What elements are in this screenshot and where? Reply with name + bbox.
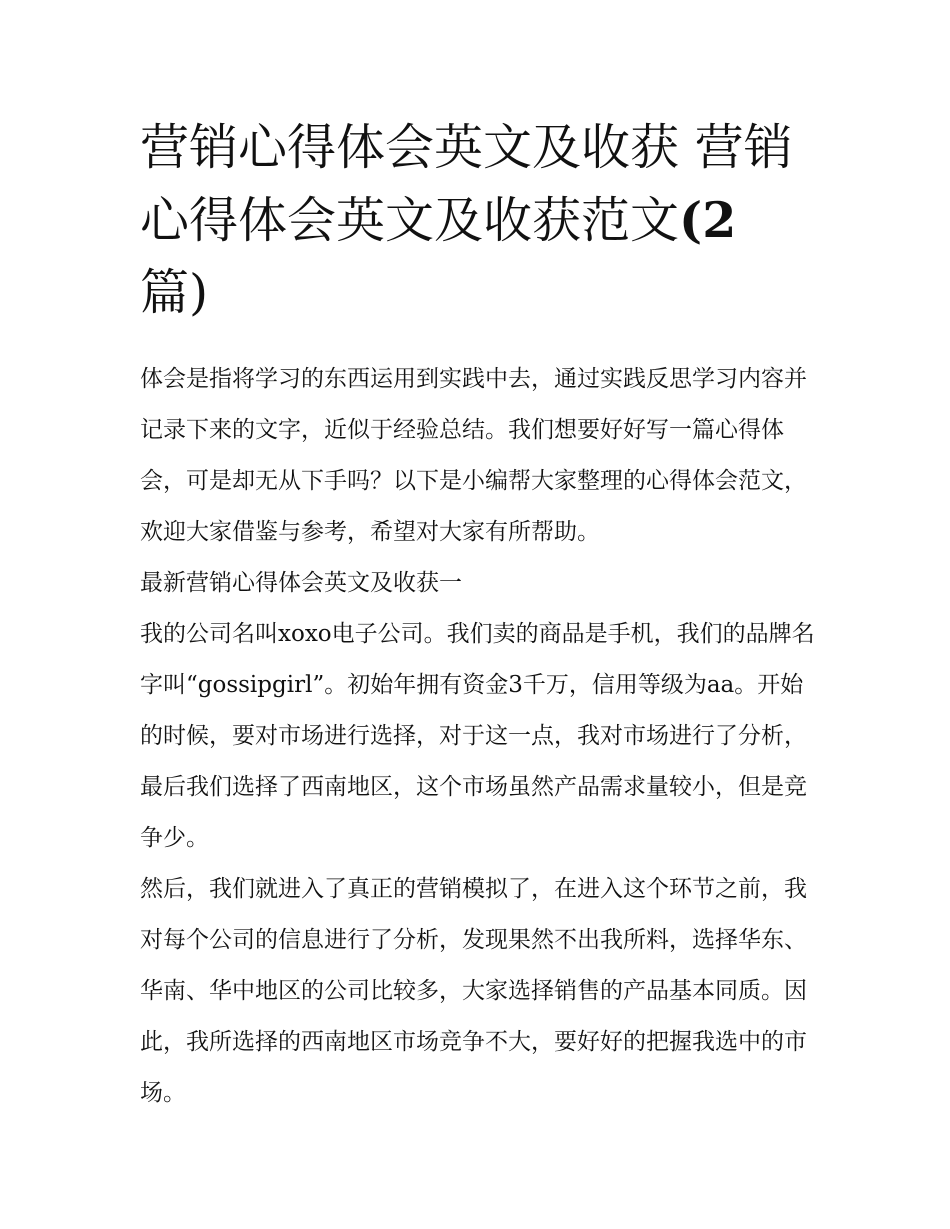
title-suffix-text: 篇) bbox=[140, 264, 209, 321]
body-paragraph-1: 我的公司名叫xoxo电子公司。我们卖的商品是手机，我们的品牌名字叫“gossipgirl”。初始年拥有资金3千万，信用等级为aa。开始的时候，要对市场进行选择，对于这一点，我对市场进行了分析，最后我们选择了西南地区，这个市场虽然产品需求量较小，但是竞争少。 bbox=[140, 621, 815, 851]
document-title bbox=[140, 112, 820, 329]
body-paragraph-2: 然后，我们就进入了真正的营销模拟了，在进入这个环节之前，我对每个公司的信息进行了分析，发现果然不出我所料，选择华东、华南、华中地区的公司比较多，大家选择销售的产品基本同质。因此，我所选择的西南地区市场竞争不大，要好好的把握我选中的市场。 bbox=[140, 876, 807, 1106]
title-main-text: 营销心得体会英文及收获 营销心得体会英文及收获范文 bbox=[140, 119, 793, 249]
intro-paragraph: 体会是指将学习的东西运用到实践中去，通过实践反思学习内容并记录下来的文字，近似于经验总结。我们想要好好写一篇心得体会，可是却无从下手吗？以下是小编帮大家整理的心得体会范文，欢迎大家借鉴与参考，希望对大家有所帮助。 bbox=[140, 366, 807, 545]
title-count-text: (2 bbox=[679, 191, 737, 249]
document-body bbox=[140, 354, 820, 1119]
section-heading: 最新营销心得体会英文及收获一 bbox=[140, 570, 462, 596]
